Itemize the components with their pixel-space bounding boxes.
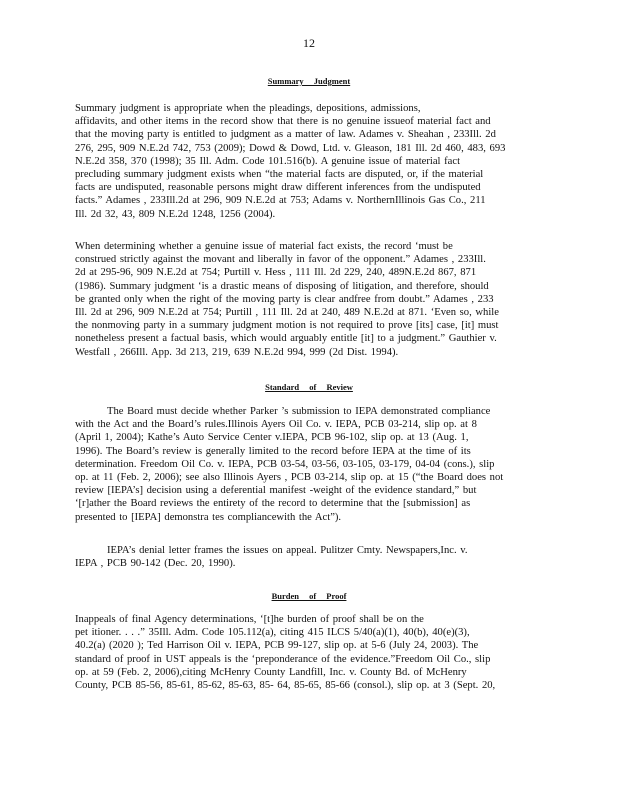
paragraph-standard-of-review-1 — [75, 405, 545, 524]
text-line: standard of proof in UST appeals is the ‘preponderance of the evidence.”Freedom Oil Co., slip — [75, 653, 491, 665]
text-line: Westfall , 266Ill. App. 3d 213, 219, 639 N.E.2d 994, 999 (2d Dist. 1994). — [75, 346, 399, 358]
page-number: 12 — [303, 36, 315, 50]
text-line: pet itioner. . . .” 35Ill. Adm. Code 105.112(a), citing 415 ILCS 5/40(a)(1), 40(b), 40(e)(3), — [75, 627, 470, 639]
text-line: 276, 295, 909 N.E.2d 742, 753 (2009); Dowd & Dowd, Ltd. v. Gleason, 181 Ill. 2d 460, 483, 693 — [75, 142, 506, 154]
text-line: 2d at 295-96, 909 N.E.2d at 754; Purtill v. Hess , 111 Ill. 2d 229, 240, 489N.E.2d 867, 871 — [75, 267, 477, 279]
text-line: IEPA , PCB 90-142 (Dec. 20, 1990). — [75, 558, 236, 570]
heading-burden-of-proof: Burden of Proof — [271, 591, 347, 601]
text-line: affidavits, and other items in the record show that there is no genuine issueof material fact and — [75, 116, 491, 128]
text-line: When determining whether a genuine issue of material fact exists, the record ‘must be — [75, 241, 453, 252]
text-line: be granted only when the right of the moving party is clear andfree from doubt.” Adames , 233 — [75, 293, 494, 305]
paragraph-standard-of-review-2 — [75, 544, 545, 570]
text-line: with the Act and the Board’s rules.Illinois Ayers Oil Co. v. IEPA, PCB 03-214, slip op. at 8 — [75, 419, 477, 431]
text-line: IEPA’s denial letter frames the issues on appeal. Pulitzer Cmty. Newspapers,Inc. v. — [107, 545, 468, 556]
text-line: review [IEPA’s] decision using a deferential manifest -weight of the evidence standard,” but — [75, 485, 477, 497]
text-line: (1986). Summary judgment ‘is a drastic means of disposing of litigation, and therefore, should — [75, 280, 489, 292]
paragraph-burden-of-proof-1 — [75, 613, 545, 692]
text-line: facts.” Adames , 233Ill.2d at 296, 909 N.E.2d at 753; Adams v. NorthernIllinois Gas Co., 211 — [75, 195, 486, 207]
text-line: determination. Freedom Oil Co. v. IEPA, PCB 03-54, 03-56, 03-105, 03-179, 04-04 (cons.), slip — [75, 458, 495, 470]
text-line: N.E.2d 358, 370 (1998); 35 Ill. Adm. Code 101.516(b). A genuine issue of material fact — [75, 155, 461, 167]
text-line: 1996). The Board’s review is generally limited to the record before IEPA at the time of its — [75, 445, 471, 457]
heading-summary-judgment: Summary Judgment — [267, 76, 351, 86]
paragraph-summary-judgment-1 — [75, 102, 545, 221]
heading-standard-of-review: Standard of Review — [265, 382, 353, 392]
text-line: op. at 11 (Feb. 2, 2006); see also Illinois Ayers , PCB 03-214, slip op. at 15 (“the Board does not — [75, 472, 504, 484]
text-line: (April 1, 2004); Kathe’s Auto Service Center v.IEPA, PCB 96-102, slip op. at 13 (Aug. 1, — [75, 432, 469, 444]
text-line: 40.2(a) (2020 ); Ted Harrison Oil v. IEPA, PCB 99-127, slip op. at 5-6 (July 24, 2003). The — [75, 640, 479, 652]
text-line: that the moving party is entitled to judgment as a matter of law. Adames v. Sheahan , 233Ill. 2d — [75, 129, 496, 141]
text-line: presented to [IEPA] demonstra tes compliancewith the Act”). — [75, 511, 342, 523]
text-line: precluding summary judgment exists when “the material facts are disputed, or, if the material — [75, 169, 484, 181]
text-line: County, PCB 85-56, 85-61, 85-62, 85-63, 85- 64, 85-65, 85-66 (consol.), slip op. at 3 (Sept. 20, — [75, 680, 496, 692]
text-line: The Board must decide whether Parker ’s submission to IEPA demonstrated compliance — [107, 406, 491, 417]
text-line: Ill. 2d 32, 43, 809 N.E.2d 1248, 1256 (2004). — [75, 208, 276, 220]
text-line: construed strictly against the movant and liberally in favor of the opponent.” Adames , 233Ill. — [75, 254, 486, 266]
text-line: nonetheless present a factual basis, which would arguably entitle [it] to a judgment.” Gauthier v. — [75, 333, 497, 345]
text-line: Inappeals of final Agency determinations, ‘[t]he burden of proof shall be on the — [75, 614, 424, 625]
text-line: Summary judgment is appropriate when the pleadings, depositions, admissions, — [75, 103, 421, 114]
text-line: ‘[r]ather the Board reviews the entirety of the record to determine that the [submission] as — [75, 498, 471, 510]
text-line: Ill. 2d at 296, 909 N.E.2d at 754; Purtill , 111 Ill. 2d at 240, 489 N.E.2d at 871. ‘Even so, while — [75, 307, 499, 319]
text-line: op. at 59 (Feb. 2, 2006),citing McHenry County Landfill, Inc. v. County Bd. of McHenry — [75, 666, 467, 678]
text-line: the nonmoving party in a summary judgment motion is not required to prove [its] case, [it] must — [75, 320, 499, 332]
text-line: facts are undisputed, reasonable persons might draw different inferences from the undisputed — [75, 182, 481, 194]
paragraph-summary-judgment-2 — [75, 240, 545, 359]
